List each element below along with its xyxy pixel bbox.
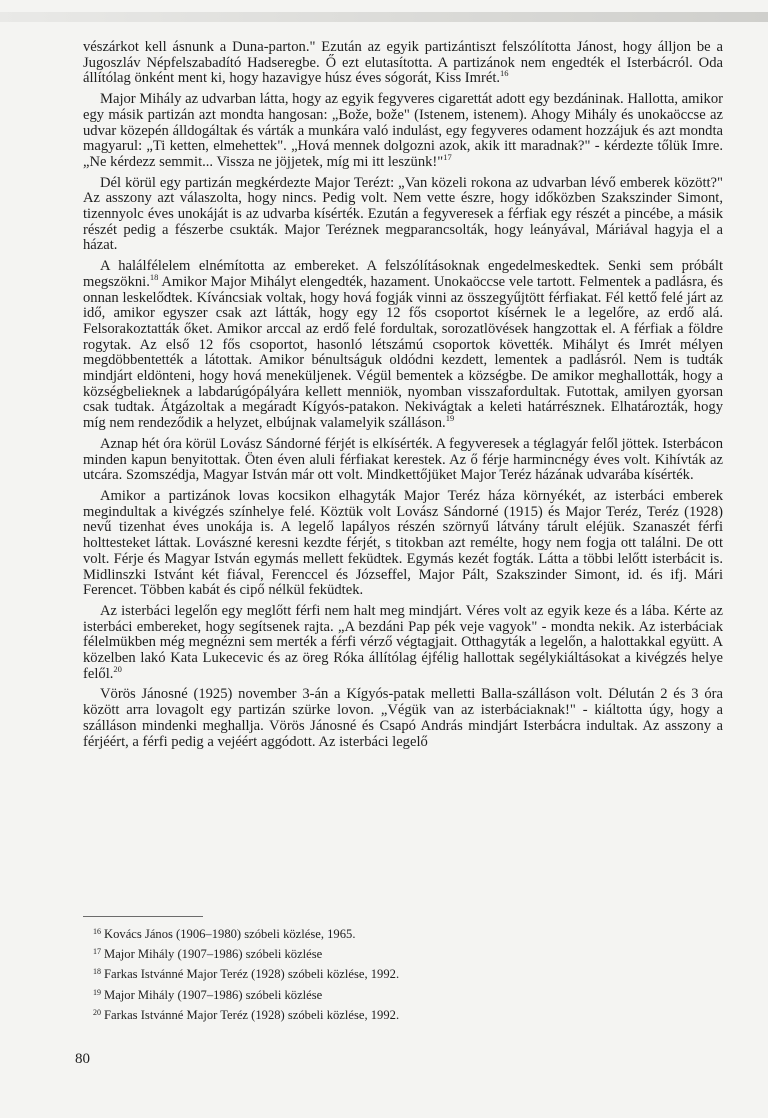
paragraph-p8 [83, 687, 723, 750]
paragraph-text: vészárkot kell ásnunk a Duna-parton." Ezután az egyik partizántiszt felszólította Jánost, hogy álljon be a Jugoszláv Népfelszabadító Hadseregbe. Ő ezt elutasította. A partizánok nem engedték el Isterbácról. Oda állítólag önként ment ki, hogy hazavigye húsz éves sógorát, Kiss Imrét. [83, 39, 723, 87]
page-number: 80 [75, 1051, 90, 1067]
footnote-reference[interactable]: 20 [113, 663, 122, 674]
footnote-separator [83, 916, 203, 917]
paragraph-p2 [83, 92, 723, 171]
footnote-text: Kovács János (1906–1980) szóbeli közlése, 1965. [104, 927, 356, 941]
footnote-reference[interactable]: 16 [500, 68, 509, 79]
footnote-number: 16 [93, 927, 101, 936]
footnote-item [93, 985, 653, 1005]
footnote-text: Farkas Istvánné Major Teréz (1928) szóbeli közlése, 1992. [104, 1007, 400, 1022]
paragraph-text: Dél körül egy partizán megkérdezte Major Terézt: „Van közeli rokona az udvarban lévő emberek között?" Az asszony azt válaszolta, hogy nincs. Pedig volt. Nem vette észre, hogy időközben Szakszinder Simont, tizennyolc éves unokáját is az udvarba kísérték. Ezután a fegyveresek a férfiak egy részét a pincébe, a másik részét pedig a fészerbe csukták. Major Teréznek megparancsolták, hogy leányával, Máriával hagyja el a házat. [83, 174, 723, 254]
footnote-number: 18 [93, 967, 101, 977]
paragraph-text: Az isterbáci legelőn egy meglőtt férfi nem halt meg mindjárt. Véres volt az egyik keze és a lába. Kérte az isterbáci embereket, hogy segítsenek rajta. „A bezdáni Pap pék veje vagyok" - mondta nekik. Az isterbáciak félelmükben még megnézni sem merték a férfi vérző végtagjait. Otthagyták a legelőn, a halottakkal együtt. A közelben lakó Kata Lukecevic és az öreg Róka állítólag éjfélig hallottak segélykiáltásokat a kivégzés helye felől. [83, 602, 723, 682]
paragraph-text: Major Mihály az udvarban látta, hogy az egyik fegyveres cigarettát adott egy bezdáninak. Hallotta, amikor egy másik partizán azt mondta hangosan: „Bože, bože" (Istenem, istenem). Ahogy Mihály és unokaöccse az udvar közepén álldogáltak és várták a munkára való indulást, egy fegyveres odament hozzájuk és azt mondta magyarul: „Ti ketten, elmehettek". „Hová mennek dolgozni azok, akik itt maradnak?" - kérdezte tőlük Imre. „Ne kérdezz semmit... Vissza ne jöjjetek, míg mi itt leszünk!" [83, 91, 723, 170]
footnotes [93, 924, 653, 1025]
paragraph-p1 [83, 40, 723, 87]
footnote-reference[interactable]: 19 [445, 413, 455, 424]
paragraph-text: A halálfélelem elnémította az embereket. A felszólításoknak engedelmeskedtek. Senki sem próbált megszökni. [83, 258, 723, 290]
footnote-number: 19 [93, 987, 101, 997]
footnote-reference[interactable]: 18 [149, 271, 159, 282]
paragraph-p6 [83, 489, 723, 599]
paragraph-p5 [83, 437, 723, 484]
paragraph-text: Amikor a partizánok lovas kocsikon elhagyták Major Teréz háza környékét, az isterbáci emberek megindultak a kivégzés színhelye felé. Köztük volt Lovász Sándorné (1915) és Major Teréz, Teréz (1928) nevű tizenhat éves unokája is. A legelő lapályos részén szörnyű látvány tárult eléjük. Szanaszét férfi holttesteket láttak. Lovászné keresni kezdte férjét, s titokban azt remélte, hogy nem fogja ott találni. De ott volt. Férje és Magyar István egymás mellett feküdtek. Egymás kezét fogták. Látta a többi lelőtt isterbácit is. Midlinszki Istvánt két fiával, Ferenccel és Józseffel, Major Pált, Szakszinder Simont, id. és ifj. Mári Ferencet. Többen kabát és cipő nélkül feküdtek. [83, 487, 723, 599]
footnote-number: 17 [93, 947, 101, 957]
paragraph-p3 [83, 176, 723, 255]
body-text [83, 40, 723, 750]
footnote-text: Farkas Istvánné Major Teréz (1928) szóbeli közlése, 1992. [104, 967, 400, 982]
footnote-item [93, 944, 653, 964]
footnote-item [93, 924, 653, 944]
paragraph-p4 [83, 259, 723, 432]
scan-top-edge [0, 12, 768, 22]
paragraph-p7 [83, 604, 723, 683]
footnote-text: Major Mihály (1907–1986) szóbeli közlése [104, 987, 323, 1002]
footnote-reference[interactable]: 17 [443, 151, 452, 162]
paragraph-text: Amikor Major Mihályt elengedték, hazament. Unokaöccse vele tartott. Felmentek a padlásra, és onnan leskelődtek. Kíváncsiak voltak, hogy hová fogják vinni az összegyűjtött férfiakat. Fél kettő felé járt az idő, amikor egyszer csak azt látták, hogy egy 12 fős csoportot kísérnek le a legelőre, az erdő alá. Felsorakoztatták őket. Amikor arccal az erdő felé fordultak, sorozatlövések hangzottak el. A férfiak a földre rogytak. Az első 12 fős csoportot, hasonló létszámú csoportok követték. Mihályt és Imrét mélyen megdöbbentették a látottak. Amikor bénultságuk oldódni kezdett, lementek a padlásról. Nem is tudták mindjárt eldönteni, hogy hová meneküljenek. Végül bementek a községbe. De amikor meghallották, hogy a községbelieknek a labdarúgópályára kellett menniök, nyomban visszafordultak. Futottak, amilyen gyorsan csak tudtak. Átgázoltak a megáradt Kígyós-patakon. Nekivágtak a keleti határrésznek. Elhatározták, hogy míg nem rendeződik a helyzet, elbújnak valamelyik szálláson. [83, 273, 723, 432]
footnote-item [93, 1005, 653, 1025]
footnote-item [93, 964, 653, 984]
footnote-text: Major Mihály (1907–1986) szóbeli közlése [104, 947, 323, 962]
paragraph-text: Vörös Jánosné (1925) november 3-án a Kígyós-patak melletti Balla-szálláson volt. Délután 2 és 3 óra között arra lovagolt egy partizán szürke lovon. „Végük van az isterbáciaknak!" - kiáltotta úgy, hogy a szálláson mindenki meghallja. Vörös Jánosné és Csapó András mindjárt Isterbácra indultak. Az asszony a férjéért, a férfi pedig a vejéért aggódott. Az isterbáci legelő [83, 686, 723, 750]
footnote-number: 20 [93, 1007, 101, 1017]
paragraph-text: Aznap hét óra körül Lovász Sándorné férjét is elkísérték. A fegyveresek a téglagyár felől jöttek. Isterbácon minden kapun benyitottak. Öten éven aluli férfiakat kerestek. Az ő férje harmincnégy éves volt. Kihívták az utcára. Szomszédja, Magyar István már ott volt. Mindkettőjüket Major Teréz házának udvarába kísérték. [83, 435, 723, 484]
